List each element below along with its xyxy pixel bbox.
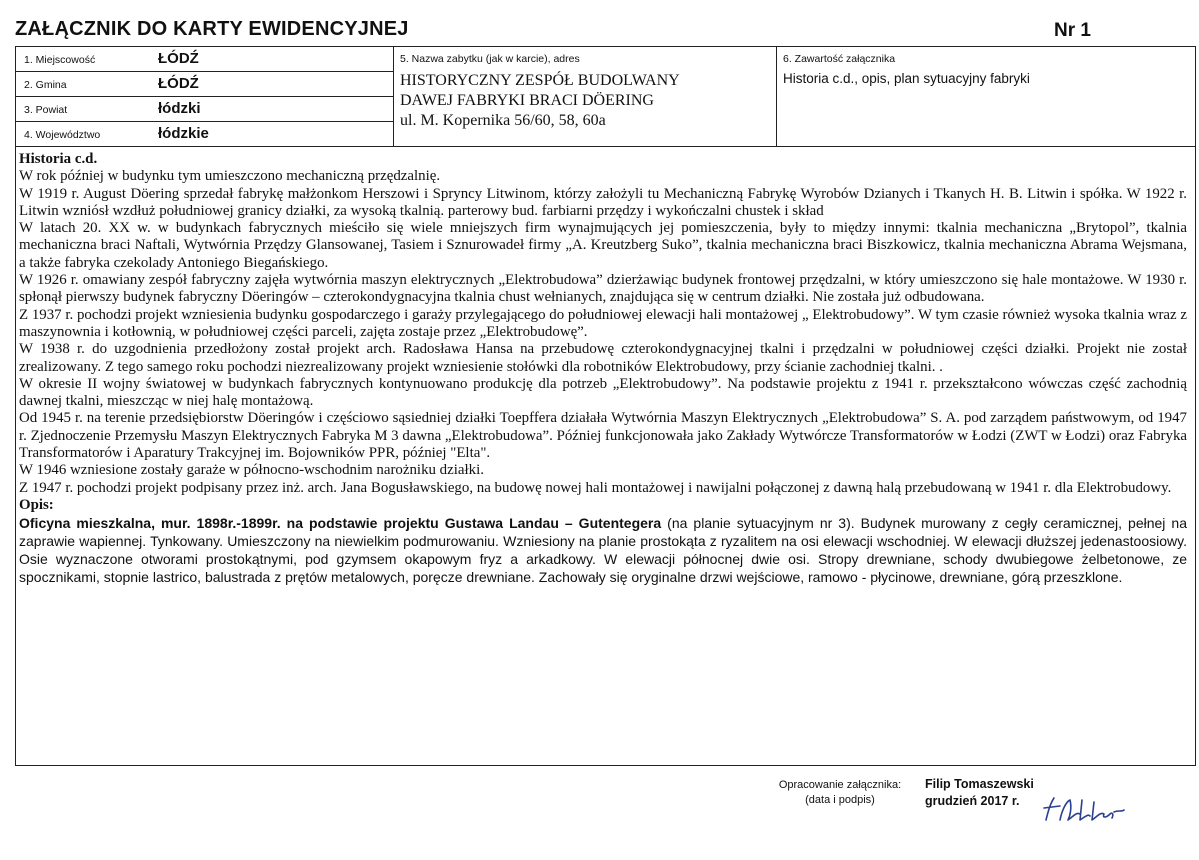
history-paragraph: W 1946 wzniesione zostały garaże w północno-wschodnim narożniku działki. <box>19 462 484 479</box>
description-paragraph <box>19 514 1187 586</box>
location-row <box>16 122 393 147</box>
handwritten-signature <box>1040 790 1130 830</box>
header-grid <box>15 46 1196 147</box>
prepared-by-label-line: Opracowanie załącznika: <box>778 779 902 791</box>
document-title: ZAŁĄCZNIK DO KARTY EWIDENCYJNEJ <box>15 18 409 40</box>
location-row <box>16 47 393 72</box>
attachment-number: Nr 1 <box>1054 20 1091 41</box>
monument-label: 5. Nazwa zabytku (jak w karcie), adres <box>400 53 580 65</box>
date-signature-label: (data i podpis) <box>805 794 875 806</box>
monument-address: ul. M. Kopernika 56/60, 58, 60a <box>400 112 606 129</box>
monument-name <box>400 71 680 131</box>
location-value: łódzki <box>158 100 201 117</box>
location-label: 4. Województwo <box>24 129 101 141</box>
history-paragraph: Z 1947 r. pochodzi projekt podpisany przez inż. arch. Jana Bogusławskiego, na budowę nowej hali montażowej i nawijalni połączonej z dawną halą przebudowaną w 1941 r. dla Elektrobudowy. <box>19 479 1172 496</box>
history-paragraph: W okresie II wojny światowej w budynkach fabrycznych kontynuowano produkcję dla potrzeb „Elektrobudowy”. Na podstawie projektu z 1941 r. przekształcono wówczas część zachodnią dawnej tkalni, mieszcząc w niej halę montażową. <box>19 375 1187 410</box>
body-text <box>19 151 1187 586</box>
author-block <box>925 776 1034 810</box>
contents-column <box>777 47 1195 146</box>
location-label: 2. Gmina <box>24 79 67 91</box>
history-paragraph: Od 1945 r. na terenie przedsiębiorstw Döeringów i częściowo sąsiedniej działki Toepffera działała Wytwórnia Maszyn Elektrycznych „Elektrobudowa” S. A. pod zarządem państwowym, od 1947 r. Zjednoczenie Przemysłu Maszyn Elektrycznych Fabryka M 3 dawna „Elektrobudowa”. Później funkcjonowała jako Zakłady Wytwórcze Transformatorów w Łodzi (ZWT w Łodzi) oraz Fabryka Transformatorów i Aparatury Trakcyjnej im. Bojowników PPR, później "Elta". <box>19 410 1187 462</box>
contents-value: Historia c.d., opis, plan sytuacyjny fabryki <box>783 71 1030 86</box>
history-paragraph: W latach 20. XX w. w budynkach fabrycznych mieściło się wiele mniejszych firm wynajmujących jej pomieszczenia, były to między innymi: tkalnia mechaniczna „Brytopol”, tkalnia mechaniczna braci Naftali, Wytwórnia Przędzy Glansowanej, Tasiem i Sznurowadeł firmy „A. Kreutzberg Suko”, tkalnia mechaniczna braci Biszkowicz, tkalnia mechaniczna Abrama Wejsmana, a także fabryka czekolady Antoniego Biegańskiego. <box>19 220 1187 271</box>
history-paragraph: W 1926 r. omawiany zespół fabryczny zajęła wytwórnia maszyn elektrycznych „Elektrobudowa” dzierżawiąc budynek frontowej przędzalni, w który umieszczono się hale montażowe. W 1930 r. spłonął pierwszy budynek fabryczny Döeringów – czterokondygnacyjna tkalnia chust wełnianych, znajdująca się w centrum działki. Nie została już odbudowana. <box>19 272 1187 306</box>
history-paragraph: W rok później w budynku tym umieszczono mechaniczną przędzalnię. <box>19 168 441 185</box>
location-value: ŁÓDŹ <box>158 50 199 67</box>
history-paragraph: W 1938 r. do uzgodnienia przedłożony został projekt arch. Radosława Hansa na przebudowę czterokondygnacyjnej tkalni i przędzalni w południowej części działki. Projekt nie został zrealizowany. Z tego samego roku pochodzi niezrealizowany projekt wzniesienie stołówki dla robotników Elektrobudowy, przy ścianie zachodniej tkalni. . <box>19 341 1187 375</box>
description-heading: Opis: <box>19 496 54 513</box>
location-row <box>16 97 393 122</box>
author-date: grudzień 2017 r. <box>925 794 1020 808</box>
history-paragraph: Z 1937 r. pochodzi projekt wzniesienia budynku gospodarczego i garaży przylegającego do południowej elewacji hali montażowej „ Elektrobudowy”. W tym czasie również wysoka tkalnia wraz z maszynownia i kotłownią, w południowej części parceli, zajęta zostaje przez „Elektrobudowę”. <box>19 306 1187 340</box>
location-label: 3. Powiat <box>24 104 68 116</box>
monument-line: DAWEJ FABRYKI BRACI DÖERING <box>400 92 654 109</box>
location-value: łódzkie <box>158 125 209 142</box>
history-heading: Historia c.d. <box>19 151 98 167</box>
monument-line: HISTORYCZNY ZESPÓŁ BUDOLWANY <box>400 72 680 89</box>
location-label: 1. Miejscowość <box>24 54 96 66</box>
prepared-by-label <box>770 778 910 808</box>
history-paragraph: W 1919 r. August Döering sprzedał fabrykę małżonkom Herszowi i Spryncy Litwinom, którzy założyli tu Mechaniczną Fabrykę Wyrobów Dzianych i Tkanych H. B. Litwin i spółka. W 1922 r. Litwin wzniósł wzdłuż południowej granicy działki, za wysoką tkalnią. parterowy bud. farbiarni przędzy i wykończalni chustek i skład <box>19 185 1187 219</box>
location-column <box>16 47 394 146</box>
description-lead: Oficyna mieszkalna, mur. 1898r.-1899r. na podstawie projektu Gustawa Landau – Gutentegera <box>19 515 662 532</box>
description-text: (na planie sytuacyjnym nr 3). Budynek murowany z cegły ceramicznej, pełnej na zaprawie wapiennej. Tynkowany. Umieszczony na niewielkim podmurowaniu. Wzniesiony na planie prostokąta z ryzalitem na osi elewacji wschodniej. W elewacji dłuższej jedenastoosiowy. Osie wyznaczone otworami prostokątnymi, pod gzymsem okapowym fryz a arkadkowy. W elewacji północnej dwie osi. Stropy drewniane, schody dwubiegowe żelbetonowe, ze spocznikami, stopnie lastrico, balustrada z prętów metalowych, poręcze drewniane. Zachowały się oryginalne drzwi wejściowe, ramowo - płycinowe, drewniane, górą przeszklone. <box>19 515 1187 586</box>
contents-label: 6. Zawartość załącznika <box>783 53 896 65</box>
author-name: Filip Tomaszewski <box>925 777 1034 791</box>
monument-column <box>394 47 777 146</box>
location-value: ŁÓDŹ <box>158 75 199 92</box>
location-row <box>16 72 393 97</box>
